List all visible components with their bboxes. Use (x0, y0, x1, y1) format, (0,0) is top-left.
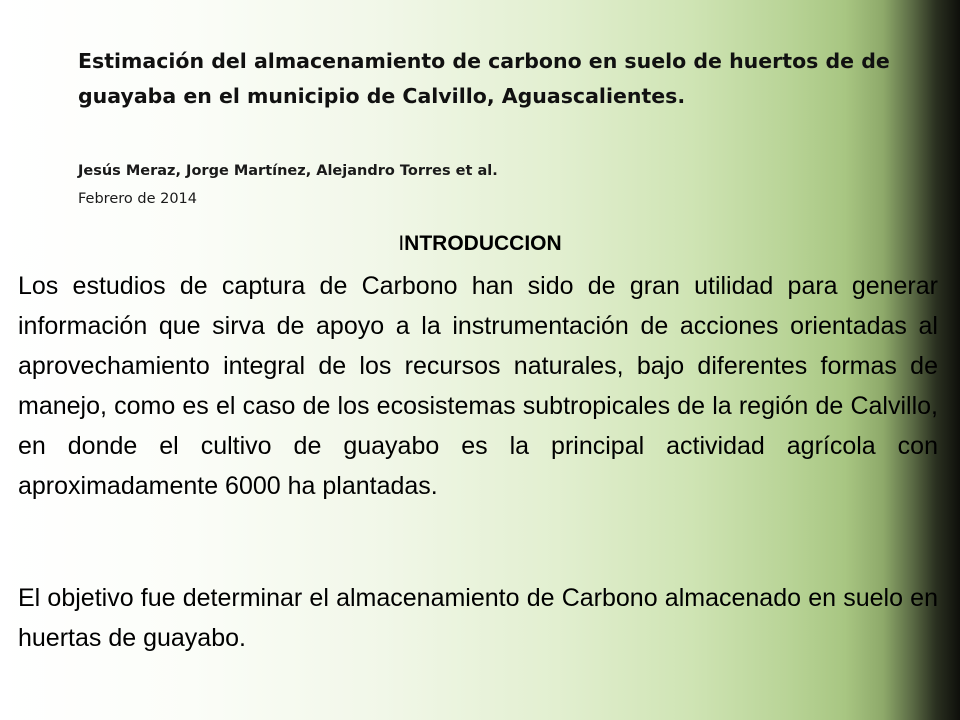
section-heading-initial: I (398, 232, 405, 255)
slide-title: Estimación del almacenamiento de carbono en suelo de huertos de de guayaba en el municipio de Calvillo, Aguascalientes. (78, 49, 890, 108)
objective-paragraph: El objetivo fue determinar el almacenamiento de Carbono almacenado en suelo en huertas de guayabo. (18, 584, 938, 652)
authors: Jesús Meraz, Jorge Martínez, Alejandro Torres et al. (78, 163, 498, 179)
section-heading-rest: NTRODUCCION (404, 232, 562, 255)
introduction-paragraph: Los estudios de captura de Carbono han sido de gran utilidad para generar información que sirva de apoyo a la instrumentación de acciones orientadas al aprovechamiento integral de los recursos naturales, bajo diferentes formas de manejo, como es el caso de los ecosistemas subtropicales de la región de Calvillo, en donde el cultivo de guayabo es la principal actividad agrícola con aproximadamente 6000 ha plantadas. (18, 272, 938, 500)
publication-date: Febrero de 2014 (78, 191, 197, 207)
section-heading (0, 228, 960, 260)
